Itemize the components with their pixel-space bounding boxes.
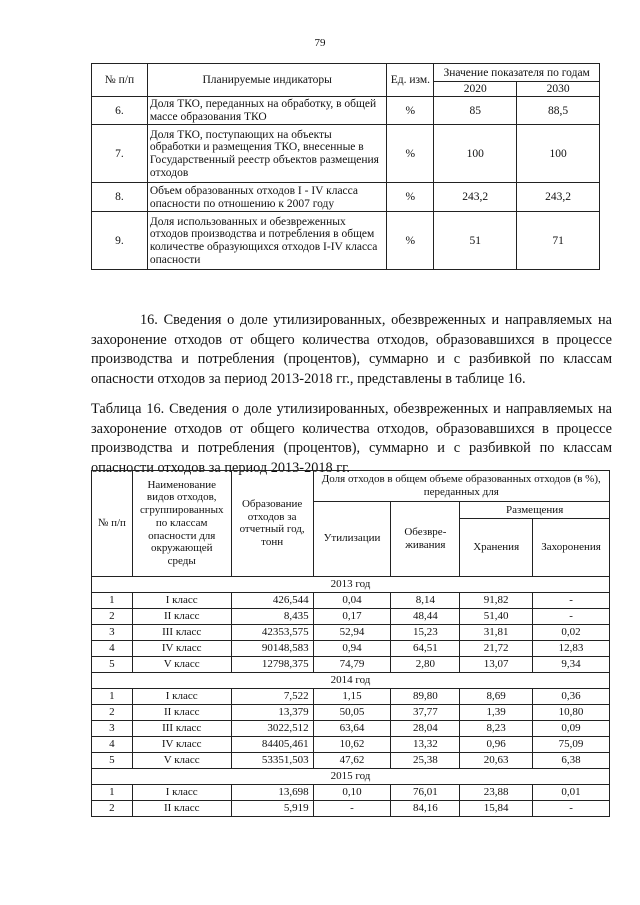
paragraph-16: 16. Сведения о доле утилизированных, обезвреженных и направляемых на захоронение отходов от общего количества отходов, образовавшихся в процессе производства и потребления (процентов), суммарно и с разбивкой по классам опасности отходов за период 2013-2018 гг., представлены в таблице 16. [91,312,612,387]
burial-value: 10,80 [533,704,610,720]
header-storage: Хранения [460,518,533,576]
header-value-group: Значение показателя по годам [434,64,600,82]
header-year-2030: 2030 [517,82,600,97]
row-value-2020: 85 [434,97,517,125]
hazard-class: V класс [132,656,231,672]
utilization-value: - [313,800,391,816]
neutralization-value: 13,32 [391,736,460,752]
row-indicator: Доля ТКО, поступающих на объекты обработки и размещения ТКО, внесенные в Государственный реестр объектов размещения отходов [147,125,387,183]
storage-value: 51,40 [460,608,533,624]
hazard-class: I класс [132,592,231,608]
row-value-2030: 71 [517,212,600,270]
row-num: 2 [92,608,133,624]
neutralization-value: 2,80 [391,656,460,672]
neutralization-value: 28,04 [391,720,460,736]
row-num: 5 [92,656,133,672]
storage-value: 15,84 [460,800,533,816]
row-num: 2 [92,704,133,720]
row-indicator: Доля ТКО, переданных на обработку, в общей массе образования ТКО [147,97,387,125]
utilization-value: 74,79 [313,656,391,672]
neutralization-value: 89,80 [391,688,460,704]
row-unit: % [387,125,434,183]
burial-value: 0,36 [533,688,610,704]
row-unit: % [387,97,434,125]
row-value-2020: 100 [434,125,517,183]
burial-value: 0,02 [533,624,610,640]
formed-value: 5,919 [231,800,313,816]
burial-value: 0,01 [533,784,610,800]
row-value-2030: 243,2 [517,183,600,212]
row-num: 8. [92,183,148,212]
row-num: 2 [92,800,133,816]
storage-value: 21,72 [460,640,533,656]
row-value-2030: 88,5 [517,97,600,125]
utilization-value: 1,15 [313,688,391,704]
year-row: 2013 год [92,576,610,592]
hazard-class: IV класс [132,640,231,656]
row-unit: % [387,183,434,212]
utilization-value: 0,17 [313,608,391,624]
neutralization-value: 64,51 [391,640,460,656]
formed-value: 3022,512 [231,720,313,736]
row-num: 1 [92,592,133,608]
table-16-caption: Таблица 16. Сведения о доле утилизированных, обезвреженных и направляемых на захоронение отходов от общего количества отходов, образовавшихся в процессе производства и потребления (процентов), суммарно и с разбивкой по классам опасности отходов за период 2013-2018 гг. [91,401,612,476]
header-year-2020: 2020 [434,82,517,97]
neutralization-value: 48,44 [391,608,460,624]
header-share-group: Доля отходов в общем объеме образованных отходов (в %), переданных для [313,471,609,502]
storage-value: 13,07 [460,656,533,672]
row-unit: % [387,212,434,270]
burial-value: 12,83 [533,640,610,656]
utilization-value: 52,94 [313,624,391,640]
year-row: 2014 год [92,672,610,688]
formed-value: 426,544 [231,592,313,608]
storage-value: 23,88 [460,784,533,800]
storage-value: 31,81 [460,624,533,640]
burial-value: - [533,608,610,624]
hazard-class: V класс [132,752,231,768]
header-placement: Размещения [460,501,610,518]
formed-value: 42353,575 [231,624,313,640]
burial-value: - [533,800,610,816]
storage-value: 20,63 [460,752,533,768]
formed-value: 13,379 [231,704,313,720]
formed-value: 8,435 [231,608,313,624]
row-num: 9. [92,212,148,270]
neutralization-value: 15,23 [391,624,460,640]
header-indicators: Планируемые индикаторы [147,64,387,97]
row-indicator: Доля использованных и обезвреженных отходов производства и потребления в общем количестве образующихся отходов I-IV класса опасности [147,212,387,270]
neutralization-value: 37,77 [391,704,460,720]
storage-value: 0,96 [460,736,533,752]
hazard-class: I класс [132,688,231,704]
utilization-value: 10,62 [313,736,391,752]
storage-value: 8,69 [460,688,533,704]
burial-value: 75,09 [533,736,610,752]
formed-value: 12798,375 [231,656,313,672]
utilization-value: 50,05 [313,704,391,720]
row-num: 1 [92,784,133,800]
row-num: 4 [92,640,133,656]
utilization-value: 63,64 [313,720,391,736]
row-num: 3 [92,720,133,736]
row-value-2030: 100 [517,125,600,183]
neutralization-value: 8,14 [391,592,460,608]
hazard-class: II класс [132,608,231,624]
row-value-2020: 243,2 [434,183,517,212]
row-num: 5 [92,752,133,768]
hazard-class: I класс [132,784,231,800]
utilization-value: 0,10 [313,784,391,800]
formed-value: 13,698 [231,784,313,800]
burial-value: 0,09 [533,720,610,736]
waste-share-table [91,470,610,817]
header-waste-name: Наименование видов отходов, сгруппированных по классам опасности для окружающей среды [132,471,231,577]
row-num: 1 [92,688,133,704]
row-num: 4 [92,736,133,752]
formed-value: 7,522 [231,688,313,704]
hazard-class: III класс [132,720,231,736]
storage-value: 91,82 [460,592,533,608]
hazard-class: IV класс [132,736,231,752]
neutralization-value: 84,16 [391,800,460,816]
formed-value: 53351,503 [231,752,313,768]
formed-value: 90148,583 [231,640,313,656]
year-row: 2015 год [92,768,610,784]
utilization-value: 0,94 [313,640,391,656]
burial-value: 6,38 [533,752,610,768]
utilization-value: 47,62 [313,752,391,768]
storage-value: 8,23 [460,720,533,736]
row-num: 3 [92,624,133,640]
header-num: № п/п [92,64,148,97]
header-num: № п/п [92,471,133,577]
header-utilization: Утилизации [313,501,391,576]
header-neutralization: Обезвре-живания [391,501,460,576]
neutralization-value: 76,01 [391,784,460,800]
row-num: 6. [92,97,148,125]
page-number: 79 [314,37,326,49]
header-formed: Образование отходов за отчетный год, тонн [231,471,313,577]
row-indicator: Объем образованных отходов I - IV класса опасности по отношению к 2007 году [147,183,387,212]
neutralization-value: 25,38 [391,752,460,768]
header-burial: Захоронения [533,518,610,576]
row-value-2020: 51 [434,212,517,270]
indicators-table [91,63,600,270]
hazard-class: III класс [132,624,231,640]
burial-value: 9,34 [533,656,610,672]
storage-value: 1,39 [460,704,533,720]
row-num: 7. [92,125,148,183]
hazard-class: II класс [132,800,231,816]
formed-value: 84405,461 [231,736,313,752]
header-unit: Ед. изм. [387,64,434,97]
utilization-value: 0,04 [313,592,391,608]
hazard-class: II класс [132,704,231,720]
burial-value: - [533,592,610,608]
